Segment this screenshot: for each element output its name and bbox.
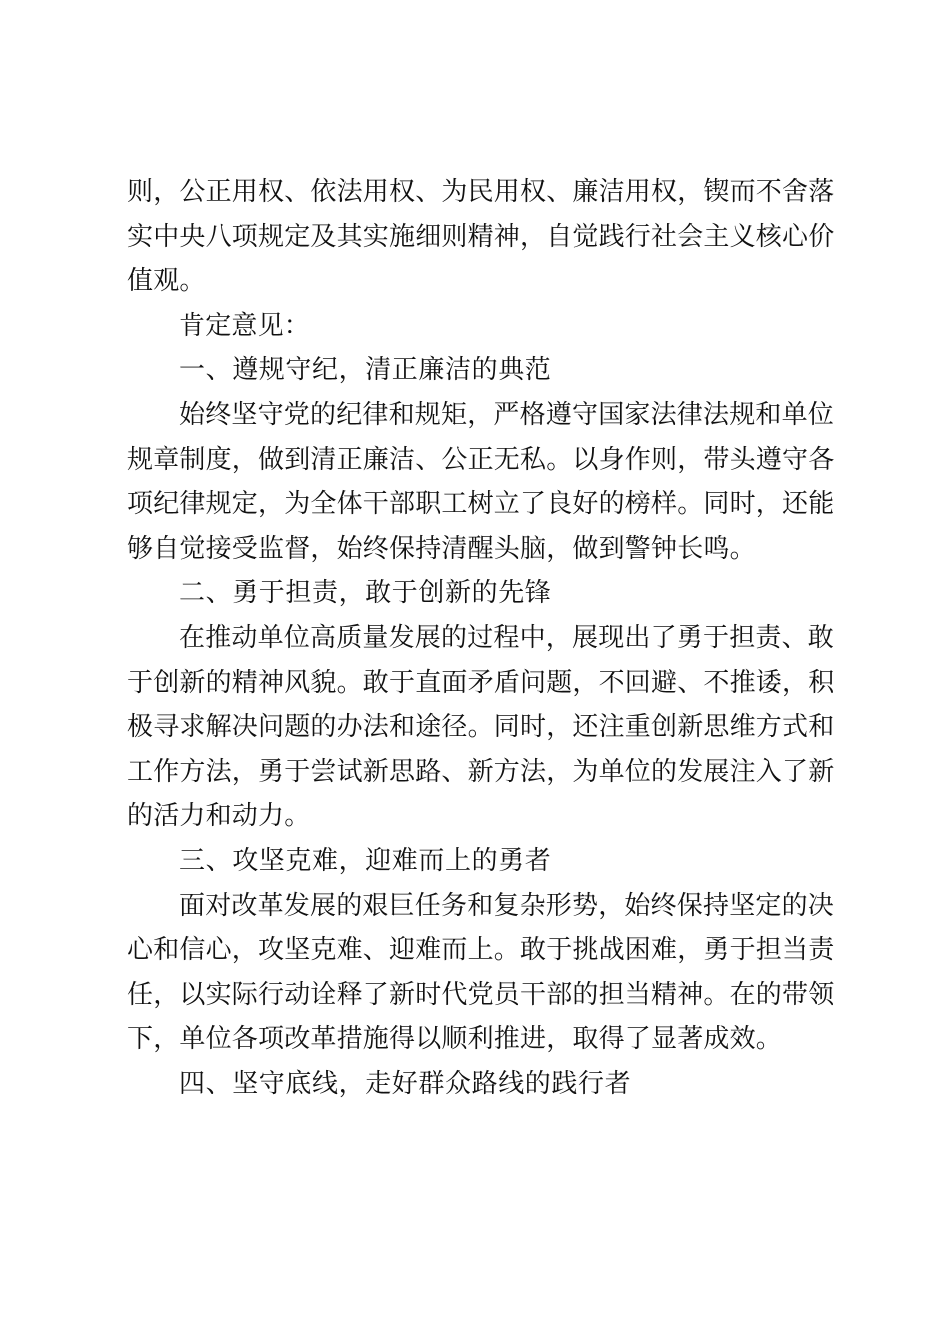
section-intro: 肯定意见： xyxy=(179,310,311,341)
paragraph-line: 则，公正用权、依法用权、为民用权、廉洁用权，锲而不舍落 xyxy=(127,177,835,207)
paragraph-line: 项纪律规定，为全体干部职工树立了良好的榜样。同时，还能 xyxy=(127,489,835,520)
paragraph-line: 极寻求解决问题的办法和途径。同时，还注重创新思维方式和 xyxy=(127,712,835,743)
paragraph-line: 够自觉接受监督，始终保持清醒头脑，做到警钟长鸣。 xyxy=(127,533,756,564)
paragraph-line: 任，以实际行动诠释了新时代党员干部的担当精神。在的带领 xyxy=(127,979,835,1010)
paragraph-line: 心和信心，攻坚克难、迎难而上。敢于挑战困难，勇于担当责 xyxy=(127,935,835,966)
paragraph-line: 在推动单位高质量发展的过程中，展现出了勇于担责、敢 xyxy=(179,622,835,653)
paragraph-line: 规章制度，做到清正廉洁、公正无私。以身作则，带头遵守各 xyxy=(127,444,835,475)
section-heading-1: 一、遵规守纪，清正廉洁的典范 xyxy=(179,355,552,386)
document-body xyxy=(127,170,835,1106)
section-heading-4: 四、坚守底线，走好群众路线的践行者 xyxy=(179,1068,632,1099)
paragraph-line: 值观。 xyxy=(127,266,206,297)
paragraph-line: 实中央八项规定及其实施细则精神，自觉践行社会主义核心价 xyxy=(127,221,835,252)
paragraph-line: 于创新的精神风貌。敢于直面矛盾问题，不回避、不推诿，积 xyxy=(127,667,835,698)
paragraph-line: 下，单位各项改革措施得以顺利推进，取得了显著成效。 xyxy=(127,1024,783,1055)
paragraph-line: 工作方法，勇于尝试新思路、新方法，为单位的发展注入了新 xyxy=(127,756,835,787)
section-heading-2: 二、勇于担责，敢于创新的先锋 xyxy=(179,578,552,609)
section-heading-3: 三、攻坚克难，迎难而上的勇者 xyxy=(179,845,552,876)
paragraph-line: 的活力和动力。 xyxy=(127,801,311,832)
paragraph-line: 面对改革发展的艰巨任务和复杂形势，始终保持坚定的决 xyxy=(179,890,835,921)
paragraph-line: 始终坚守党的纪律和规矩，严格遵守国家法律法规和单位 xyxy=(179,399,835,430)
